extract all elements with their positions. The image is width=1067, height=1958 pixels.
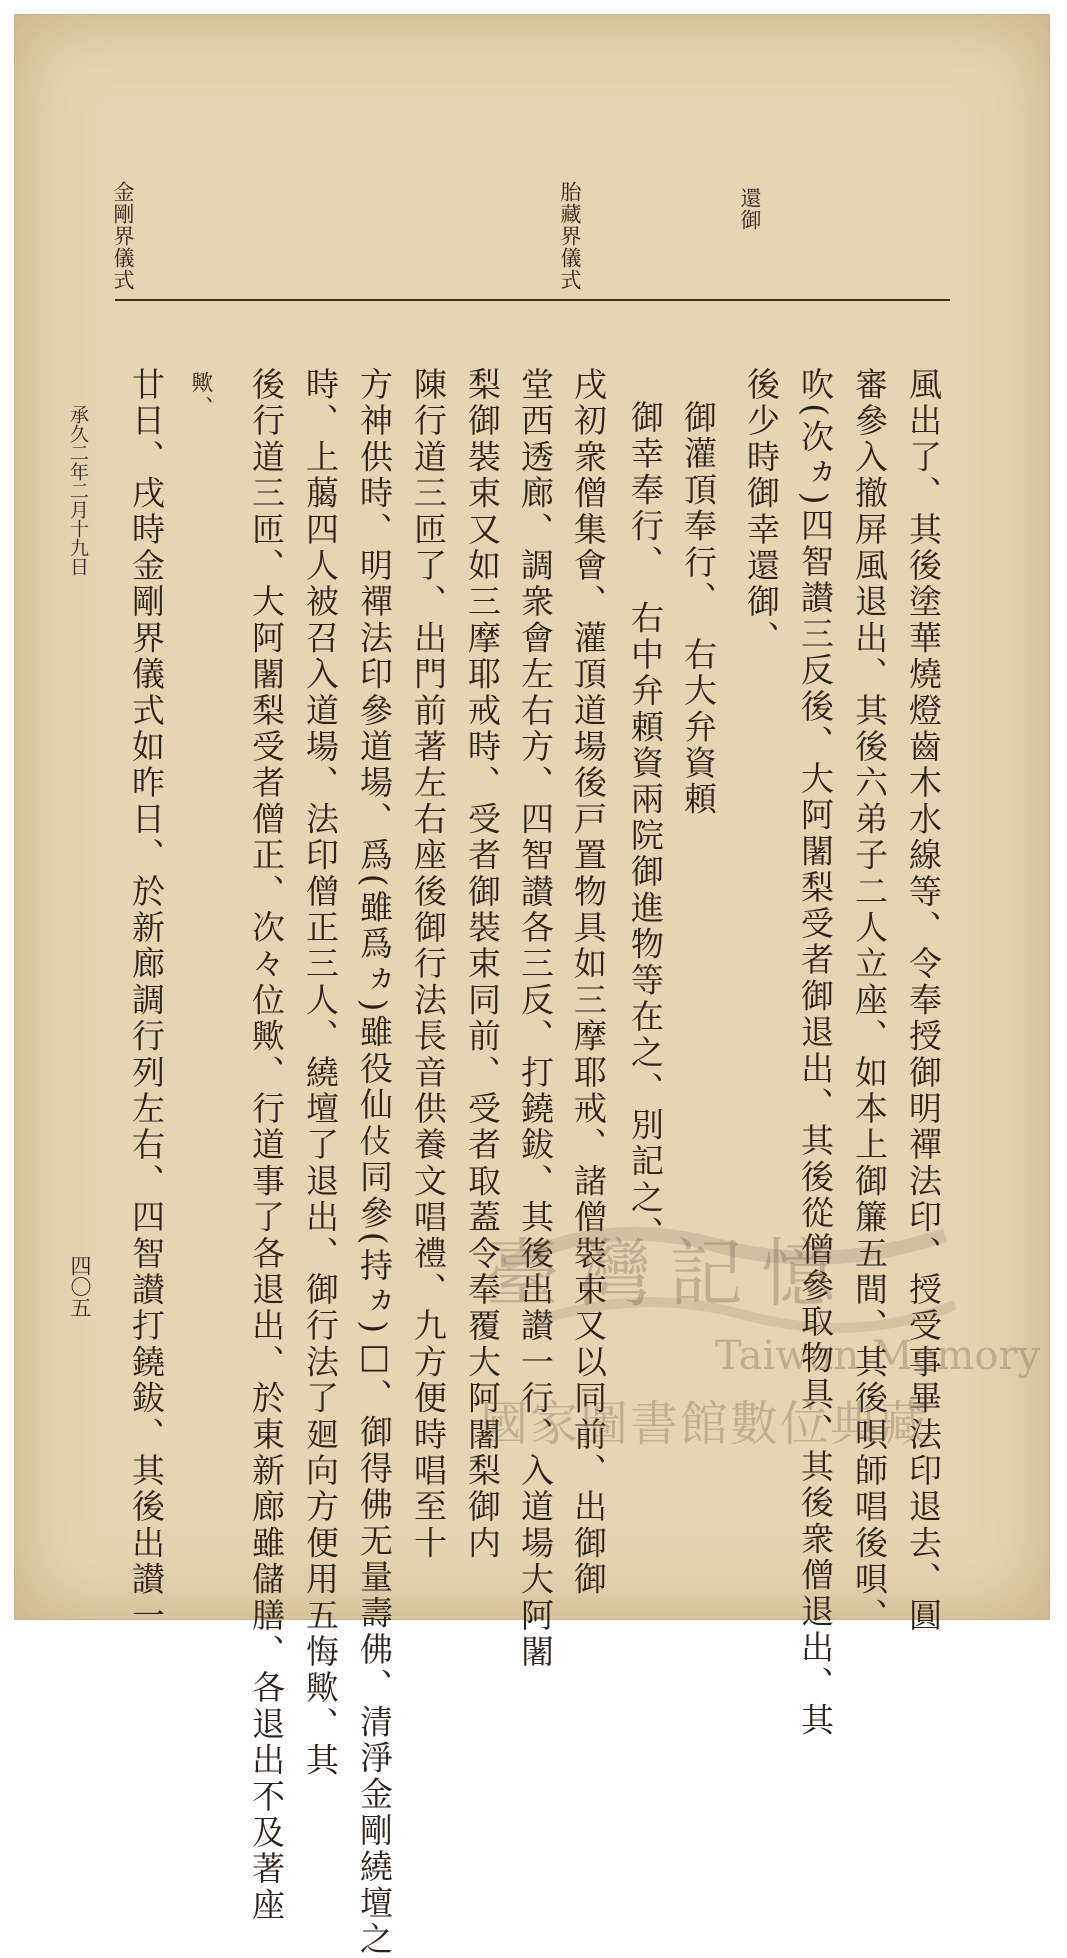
text-column-12: 時、上﨟四人被召入道場、法印僧正三人、繞壇了退出、御行法了廻向方便用五悔歟、其 [301, 367, 340, 1779]
page-number: 四〇五 [68, 1255, 92, 1318]
margin-heading-taizokai: 胎藏界儀式 [558, 181, 582, 291]
text-column-11: 方神供時、明禪法印參道場、爲(雖爲ヵ)雖役仙𠆸同參(持ヵ)□、御得佛无量壽佛、清淨金剛繞壇之 [355, 367, 394, 1958]
text-column-2: 審參入撤屏風退出、其後六弟子二人立座、如本上御簾五間、其後唄師唱後唄、 [850, 367, 889, 1634]
text-column-13: 後行道三匝、大阿闍梨受者僧正、次々位歟、行道事了各退出、於東新廊雖儲膳、各退出不及著座 [247, 367, 286, 1924]
text-column-5: 御灌頂奉行、 右大弁資頼 [679, 400, 718, 818]
margin-heading-kongokai: 金剛界儀式 [111, 181, 135, 291]
text-column-6: 御幸奉行、 右中弁頼資兩院御進物等在之、別記之、 [626, 400, 665, 1253]
text-column-3: 吹(次ヵ)四智讃三反後、大阿闍梨受者御退出、其後從僧參取物具、其後衆僧退出、其 [796, 367, 835, 1739]
text-column-10: 陳行道三匝了、出門前著左右座後御行法長音供養文唱禮、九方便時唱至十 [409, 367, 448, 1562]
running-head: 承久二年二月十九日 [67, 405, 89, 576]
margin-heading-return: 還御 [738, 187, 762, 231]
text-column-4: 後少時御幸還御、 [742, 367, 781, 657]
text-column-8: 堂西透廊、調衆會左右方、四智讃各三反、打鐃鈸、其後出讃一行、入道場大阿闍 [516, 367, 555, 1671]
text-column-14: 歟、 [188, 371, 213, 422]
text-column-15: 廿日、戌時金剛界儀式如昨日、於新廊調行列左右、四智讃打鐃鈸、其後出讃一 [127, 367, 166, 1634]
text-column-9: 梨御裝束又如三摩耶戒時、受者御裝束同前、受者取蓋令奉覆大阿闍梨御内 [463, 367, 502, 1562]
header-rule [115, 299, 950, 301]
watermark-org: 國家圖書館數位典藏 [480, 1396, 931, 1452]
watermark-title: 臺灣記憶 [485, 1231, 853, 1317]
book-page [14, 14, 1050, 1958]
watermark-subtitle: Taiwan Memory [715, 1333, 1041, 1379]
text-column-1: 風出了、其後塗華燒燈齒木水線等、令奉授御明禪法印、授受事畢法印退去、圓 [904, 367, 943, 1634]
text-column-7: 戌初衆僧集會、灌頂道場後戸置物具如三摩耶戒、諸僧裝束又以同前、出御御 [569, 367, 608, 1598]
